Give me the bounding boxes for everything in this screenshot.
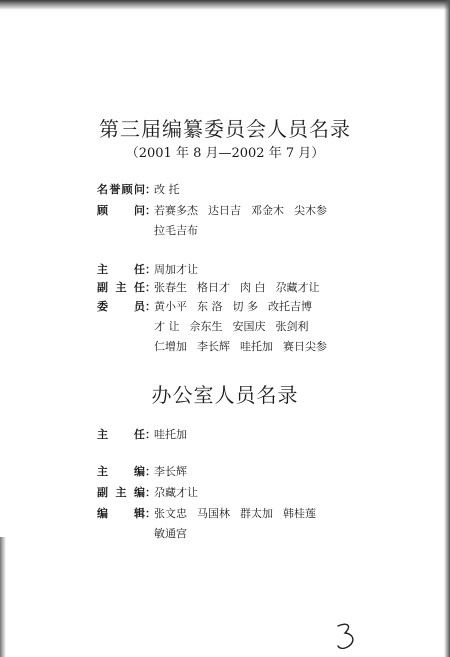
advisors-row bbox=[97, 202, 337, 220]
role-label: 副主编 bbox=[97, 486, 145, 499]
members-row-cont bbox=[154, 338, 337, 356]
role-label: 名誉顾问 bbox=[97, 183, 145, 196]
name: 改托吉博 bbox=[268, 300, 312, 313]
name: 若赛多杰 bbox=[154, 204, 198, 217]
role-label: 顾问 bbox=[97, 204, 145, 217]
scan-edge-right bbox=[444, 0, 450, 657]
name: 尖木参 bbox=[294, 204, 327, 217]
name: 黄小平 bbox=[154, 300, 187, 313]
office-title: 办公室人员名录 bbox=[151, 383, 299, 407]
name: 格日才 bbox=[197, 281, 230, 294]
role-label: 主任 bbox=[97, 263, 145, 276]
scan-edge-top bbox=[0, 0, 450, 10]
name: 拉毛吉布 bbox=[154, 224, 198, 237]
role-label: 副主任 bbox=[97, 281, 145, 294]
name: 周加才让 bbox=[154, 263, 198, 276]
colon: ： bbox=[145, 204, 156, 217]
members-row bbox=[97, 298, 322, 316]
members-row-cont bbox=[154, 318, 319, 336]
role-label: 编辑 bbox=[97, 507, 145, 520]
advisors-row-cont bbox=[154, 222, 208, 240]
colon: ： bbox=[145, 428, 156, 441]
colon: ： bbox=[145, 486, 156, 499]
name: 哇托加 bbox=[154, 428, 187, 441]
name: 韩桂莲 bbox=[283, 507, 316, 520]
name: 达日吉 bbox=[208, 204, 241, 217]
scan-edge-left bbox=[0, 537, 6, 657]
name: 改 托 bbox=[154, 183, 180, 196]
honorary-advisor-row bbox=[97, 181, 190, 199]
name: 张文忠 bbox=[154, 507, 187, 520]
colon: ： bbox=[145, 507, 156, 520]
colon: ： bbox=[145, 300, 156, 313]
name: 李长辉 bbox=[154, 465, 187, 478]
name: 李长辉 bbox=[197, 340, 230, 353]
editors-row bbox=[97, 505, 326, 523]
name: 张剑利 bbox=[275, 320, 309, 333]
name: 哇托加 bbox=[240, 340, 273, 353]
office-director-row bbox=[97, 426, 197, 444]
committee-period: （2001 年 8 月—2002 年 7 月） bbox=[125, 146, 325, 161]
name: 马国林 bbox=[197, 507, 230, 520]
name: 尕藏才让 bbox=[275, 281, 320, 294]
colon: ： bbox=[145, 465, 156, 478]
name: 肉 白 bbox=[240, 281, 266, 294]
name: 群太加 bbox=[240, 507, 273, 520]
deputy-director-row bbox=[97, 279, 330, 297]
name: 才 让 bbox=[154, 320, 180, 333]
name: 安国庆 bbox=[232, 320, 266, 333]
name: 敏通宫 bbox=[154, 527, 187, 540]
colon: ： bbox=[145, 263, 156, 276]
deputy-chief-editor-row bbox=[97, 484, 208, 502]
name: 张春生 bbox=[154, 281, 187, 294]
editors-row-cont bbox=[154, 525, 197, 543]
name: 尕藏才让 bbox=[154, 486, 198, 499]
role-label: 主任 bbox=[97, 428, 145, 441]
role-label: 委员 bbox=[97, 300, 145, 313]
handwritten-page-number bbox=[334, 622, 360, 652]
role-label: 主编 bbox=[97, 465, 145, 478]
director-row bbox=[97, 261, 208, 279]
name: 东 洛 bbox=[197, 300, 223, 313]
name: 佘东生 bbox=[189, 320, 223, 333]
chief-editor-row bbox=[97, 463, 197, 481]
colon: ： bbox=[145, 281, 156, 294]
name: 赛日尖参 bbox=[283, 340, 327, 353]
name: 仁增加 bbox=[154, 340, 187, 353]
name: 邓金木 bbox=[251, 204, 284, 217]
committee-title: 第三届编纂委员会人员名录 bbox=[99, 117, 351, 141]
colon: ： bbox=[145, 183, 156, 196]
name: 切 多 bbox=[232, 300, 258, 313]
